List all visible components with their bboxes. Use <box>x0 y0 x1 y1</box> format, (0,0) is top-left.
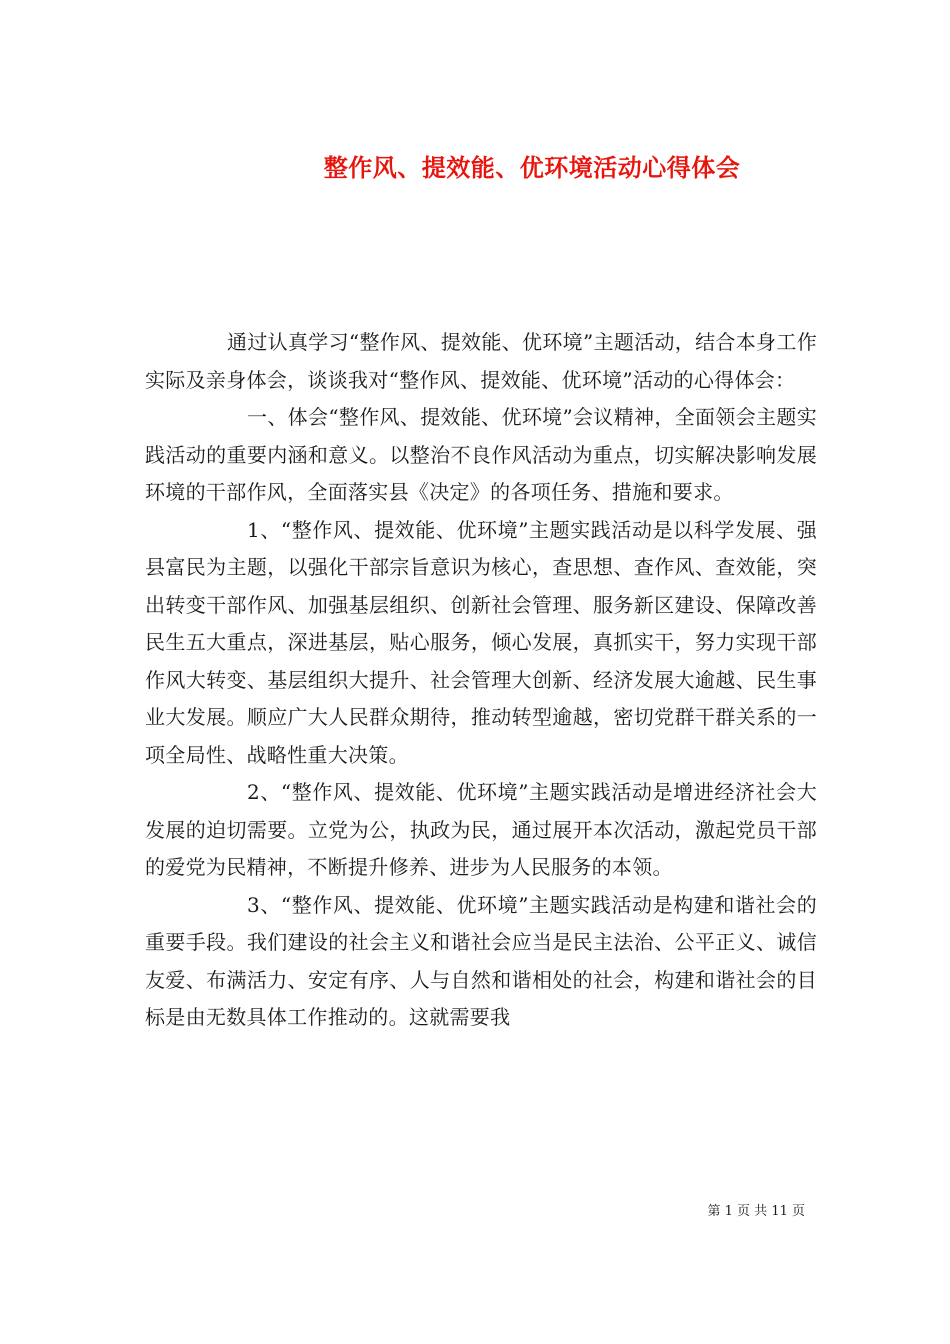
page-number-footer: 第 1 页 共 11 页 <box>707 1204 805 1219</box>
document-title: 整作风、提效能、优环境活动心得体会 <box>323 153 741 183</box>
document-body <box>145 324 817 1037</box>
paragraph-point-3: 3、“整作风、提效能、优环境”主题实践活动是构建和谐社会的重要手段。我们建设的社会主义和谐社会应当是民主法治、公平正义、诚信友爱、布满活力、安定有序、人与自然和谐相处的社会，构建和谐社会的目标是由无数具体工作推动的。这就需要我 <box>145 892 817 1029</box>
paragraph-section-one: 一、体会“整作风、提效能、优环境”会议精神，全面领会主题实践活动的重要内涵和意义。以整治不良作风活动为重点，切实解决影响发展环境的干部作风，全面落实县《决定》的各项任务、措施和要求。 <box>145 405 817 504</box>
paragraph-intro: 通过认真学习“整作风、提效能、优环境”主题活动，结合本身工作实际及亲身体会，谈谈我对“整作风、提效能、优环境”活动的心得体会： <box>145 330 817 392</box>
paragraph-point-2: 2、“整作风、提效能、优环境”主题实践活动是增进经济社会大发展的迫切需要。立党为公，执政为民，通过展开本次活动，激起党员干部的爱党为民精神，不断提升修养、进步为人民服务的本领。 <box>145 780 817 879</box>
paragraph-point-1: 1、“整作风、提效能、优环境”主题实践活动是以科学发展、强县富民为主题，以强化干部宗旨意识为核心，查思想、查作风、查效能，突出转变干部作风、加强基层组织、创新社会管理、服务新区建设、保障改善民生五大重点，深进基层，贴心服务，倾心发展，真抓实干，努力实现干部作风大转变、基层组织大提升、社会管理大创新、经济发展大逾越、民生事业大发展。顺应广大人民群众期待，推动转型逾越，密切党群干群关系的一项全局性、战略性重大决策。 <box>145 517 817 767</box>
